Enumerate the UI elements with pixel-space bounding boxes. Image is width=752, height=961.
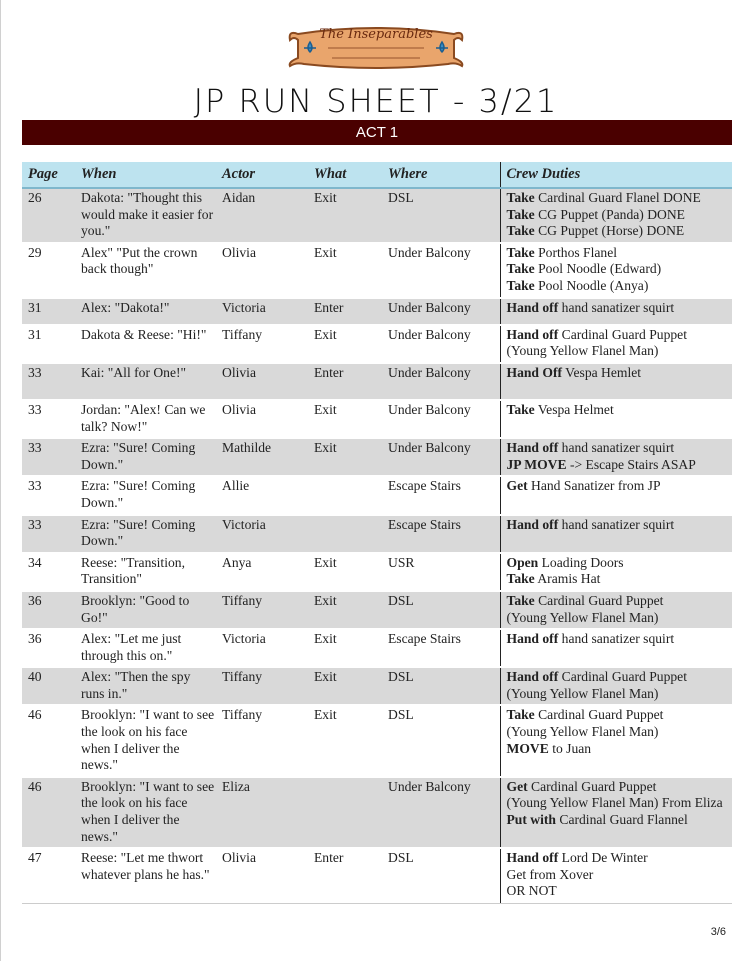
cell-what: Exit [308, 400, 382, 438]
cell-what: Exit [308, 667, 382, 705]
duty-action: Take [506, 261, 535, 277]
page-number: 3/6 [710, 926, 726, 938]
cell-where: Under Balcony [382, 363, 500, 400]
duty-text: Pool Noodle (Anya) [534, 277, 649, 293]
duty-line [507, 207, 733, 224]
header-crew-duties: Crew Duties [500, 162, 732, 188]
header-when: When [75, 162, 216, 188]
cell-actor: Tiffany [216, 667, 308, 705]
duty-text: (Young Yellow Flanel Man) [506, 609, 659, 625]
duty-text: to Juan [548, 740, 592, 756]
duty-action: Take [506, 277, 535, 293]
table-header-row [22, 162, 732, 188]
cell-actor: Olivia [216, 243, 308, 298]
cell-actor: Olivia [216, 400, 308, 438]
header-where: Where [382, 162, 500, 188]
act-banner: ACT 1 [22, 120, 732, 145]
cell-actor: Aidan [216, 188, 308, 243]
duty-line [507, 517, 733, 534]
cell-actor: Olivia [216, 848, 308, 903]
duty-action: Take [506, 223, 535, 239]
duty-line [507, 278, 733, 295]
cell-actor: Victoria [216, 629, 308, 667]
cell-page: 31 [22, 325, 75, 363]
duty-text: Loading Doors [538, 554, 624, 570]
cell-page: 33 [22, 476, 75, 514]
cell-page: 46 [22, 705, 75, 776]
duty-action: MOVE [506, 740, 549, 756]
cell-what: Enter [308, 298, 382, 325]
header-what: What [308, 162, 382, 188]
cell-what: Exit [308, 188, 382, 243]
duty-action: Take [506, 206, 535, 222]
duty-action: Take [506, 401, 535, 417]
duty-action: Hand off [506, 326, 559, 342]
duty-text: Lord De Winter [558, 850, 648, 866]
cell-where: Under Balcony [382, 298, 500, 325]
duty-text: hand sanatizer squirt [558, 440, 675, 456]
cell-when: Alex: "Dakota!" [75, 298, 216, 325]
cell-where: Escape Stairs [382, 515, 500, 553]
cell-when: Alex" "Put the crown back though" [75, 243, 216, 298]
cell-what: Exit [308, 629, 382, 667]
cell-crew-duties [500, 188, 732, 243]
duty-action: Hand off [506, 516, 559, 532]
duty-action: Open [506, 554, 539, 570]
cell-when: Ezra: "Sure! Coming Down." [75, 476, 216, 514]
cell-page: 33 [22, 363, 75, 400]
duty-line [507, 457, 733, 474]
cell-crew-duties [500, 400, 732, 438]
cell-where: Escape Stairs [382, 629, 500, 667]
table-row [22, 438, 732, 476]
duty-line [507, 883, 733, 900]
duty-text: (Young Yellow Flanel Man) From Eliza [506, 795, 723, 811]
duty-line [507, 686, 733, 703]
duty-text: Cardinal Guard Flanel DONE [534, 190, 701, 205]
cell-page: 47 [22, 848, 75, 903]
duty-text: Cardinal Guard Puppet [534, 592, 664, 608]
cell-page: 36 [22, 591, 75, 629]
duty-action: Take [506, 244, 535, 260]
cell-when: Dakota: "Thought this would make it easier for you." [75, 188, 216, 243]
duty-text: CG Puppet (Panda) DONE [534, 206, 685, 222]
cell-page: 40 [22, 667, 75, 705]
header-page: Page [22, 162, 75, 188]
cell-what [308, 476, 382, 514]
cell-when: Ezra: "Sure! Coming Down." [75, 515, 216, 553]
cell-actor: Olivia [216, 363, 308, 400]
duty-action: Hand off [506, 669, 559, 685]
duty-text: OR NOT [506, 883, 557, 899]
duty-line [507, 707, 733, 724]
duty-line [507, 669, 733, 686]
cell-where: DSL [382, 848, 500, 903]
table-row [22, 298, 732, 325]
cell-crew-duties [500, 777, 732, 848]
duty-line [507, 867, 733, 884]
duty-text: Vespa Helmet [534, 401, 614, 417]
cell-crew-duties [500, 629, 732, 667]
cell-actor: Tiffany [216, 325, 308, 363]
duty-action: Get [506, 478, 528, 494]
show-logo [284, 18, 468, 78]
duty-text: (Young Yellow Flanel Man) [506, 685, 659, 701]
duty-line [507, 245, 733, 262]
duty-line [507, 365, 733, 382]
cell-actor: Victoria [216, 515, 308, 553]
cell-what: Enter [308, 363, 382, 400]
duty-text: Get from Xover [506, 866, 594, 882]
cell-where: USR [382, 553, 500, 591]
duty-line [507, 631, 733, 648]
header-actor: Actor [216, 162, 308, 188]
duty-text: CG Puppet (Horse) DONE [534, 223, 685, 239]
duty-text: Cardinal Guard Puppet [558, 326, 687, 342]
duty-line [507, 190, 733, 207]
duty-action: Take [506, 707, 535, 723]
duty-action: Take [506, 190, 535, 205]
duty-text: Cardinal Guard Puppet [534, 707, 664, 723]
cell-when: Reese: "Transition, Transition" [75, 553, 216, 591]
cell-what: Exit [308, 325, 382, 363]
duty-line [507, 795, 733, 812]
table-row [22, 515, 732, 553]
cell-crew-duties [500, 705, 732, 776]
cell-where: Under Balcony [382, 325, 500, 363]
cell-page: 29 [22, 243, 75, 298]
duty-text: Vespa Hemlet [562, 364, 642, 380]
cell-crew-duties [500, 476, 732, 514]
table-row [22, 400, 732, 438]
cell-when: Dakota & Reese: "Hi!" [75, 325, 216, 363]
table-row [22, 476, 732, 514]
cell-crew-duties [500, 438, 732, 476]
cell-where: Escape Stairs [382, 476, 500, 514]
duty-line [507, 593, 733, 610]
cell-what [308, 777, 382, 848]
cell-what: Exit [308, 705, 382, 776]
duty-line [507, 724, 733, 741]
cell-actor: Victoria [216, 298, 308, 325]
cell-when: Reese: "Let me thwort whatever plans he has." [75, 848, 216, 903]
logo-title: The Inseparables [319, 27, 433, 42]
run-sheet-table [22, 162, 732, 904]
table-row [22, 591, 732, 629]
cell-where: Under Balcony [382, 243, 500, 298]
duty-text: hand sanatizer squirt [558, 631, 675, 647]
duty-line [507, 223, 733, 240]
duty-text: (Young Yellow Flanel Man) [506, 343, 659, 359]
duty-line [507, 440, 733, 457]
cell-when: Brooklyn: "I want to see the look on his face when I deliver the news." [75, 777, 216, 848]
duty-text: hand sanatizer squirt [558, 299, 675, 315]
cell-actor: Tiffany [216, 705, 308, 776]
duty-line [507, 812, 733, 829]
cell-crew-duties [500, 243, 732, 298]
table-row [22, 243, 732, 298]
duty-line [507, 343, 733, 360]
cell-page: 31 [22, 298, 75, 325]
cell-where: DSL [382, 591, 500, 629]
table-row [22, 553, 732, 591]
duty-action: Hand off [506, 299, 559, 315]
table-row [22, 325, 732, 363]
duty-action: Hand Off [506, 364, 563, 380]
duty-line [507, 300, 733, 317]
duty-line [507, 261, 733, 278]
table-row [22, 363, 732, 400]
cell-where: DSL [382, 188, 500, 243]
cell-where: Under Balcony [382, 438, 500, 476]
cell-page: 46 [22, 777, 75, 848]
cell-what: Exit [308, 438, 382, 476]
cell-where: DSL [382, 705, 500, 776]
duty-text: Hand Sanatizer from JP [527, 478, 661, 494]
duty-line [507, 850, 733, 867]
duty-action: Put with [506, 812, 556, 828]
cell-crew-duties [500, 363, 732, 400]
cell-what: Exit [308, 553, 382, 591]
duty-text: Pool Noodle (Edward) [534, 261, 662, 277]
cell-when: Ezra: "Sure! Coming Down." [75, 438, 216, 476]
table-row [22, 629, 732, 667]
table-row [22, 848, 732, 903]
cell-actor: Anya [216, 553, 308, 591]
duty-line [507, 610, 733, 627]
cell-when: Alex: "Then the spy runs in." [75, 667, 216, 705]
duty-text: Cardinal Guard Flannel [555, 812, 688, 828]
duty-line [507, 571, 733, 588]
duty-line [507, 779, 733, 796]
cell-when: Brooklyn: "Good to Go!" [75, 591, 216, 629]
cell-page: 34 [22, 553, 75, 591]
cell-page: 26 [22, 188, 75, 243]
cell-where: DSL [382, 667, 500, 705]
table-row [22, 667, 732, 705]
cell-crew-duties [500, 553, 732, 591]
duty-text: Aramis Hat [534, 571, 601, 587]
page-title: JP RUN SHEET - 3/21 [193, 82, 559, 120]
duty-action: Hand off [506, 850, 559, 866]
cell-where: Under Balcony [382, 777, 500, 848]
cell-what [308, 515, 382, 553]
duty-text: Cardinal Guard Puppet [527, 778, 657, 794]
duty-action: Take [506, 592, 535, 608]
cell-where: Under Balcony [382, 400, 500, 438]
cell-page: 36 [22, 629, 75, 667]
cell-crew-duties [500, 325, 732, 363]
duty-action: Hand off [506, 440, 559, 456]
duty-text: (Young Yellow Flanel Man) [506, 724, 659, 740]
duty-text: hand sanatizer squirt [558, 516, 675, 532]
cell-crew-duties [500, 515, 732, 553]
cell-actor: Eliza [216, 777, 308, 848]
cell-when: Alex: "Let me just through this on." [75, 629, 216, 667]
table-row [22, 705, 732, 776]
cell-actor: Tiffany [216, 591, 308, 629]
table-row [22, 188, 732, 243]
duty-text: -> Escape Stairs ASAP [566, 456, 696, 472]
duty-text: Porthos Flanel [534, 244, 618, 260]
cell-actor: Mathilde [216, 438, 308, 476]
cell-actor: Allie [216, 476, 308, 514]
duty-line [507, 402, 733, 419]
duty-text: Cardinal Guard Puppet [558, 669, 687, 685]
table-row [22, 777, 732, 848]
cell-when: Kai: "All for One!" [75, 363, 216, 400]
cell-what: Exit [308, 243, 382, 298]
duty-action: JP MOVE [506, 456, 567, 472]
cell-crew-duties [500, 667, 732, 705]
cell-crew-duties [500, 591, 732, 629]
cell-when: Brooklyn: "I want to see the look on his face when I deliver the news." [75, 705, 216, 776]
duty-line [507, 478, 733, 495]
duty-action: Hand off [506, 631, 559, 647]
cell-what: Exit [308, 591, 382, 629]
cell-page: 33 [22, 400, 75, 438]
duty-action: Get [506, 778, 528, 794]
page-left-edge [0, 0, 1, 961]
cell-page: 33 [22, 438, 75, 476]
duty-line [507, 327, 733, 344]
duty-line [507, 555, 733, 572]
cell-page: 33 [22, 515, 75, 553]
cell-when: Jordan: "Alex! Can we talk? Now!" [75, 400, 216, 438]
cell-what: Enter [308, 848, 382, 903]
duty-line [507, 741, 733, 758]
cell-crew-duties [500, 848, 732, 903]
cell-crew-duties [500, 298, 732, 325]
duty-action: Take [506, 571, 535, 587]
